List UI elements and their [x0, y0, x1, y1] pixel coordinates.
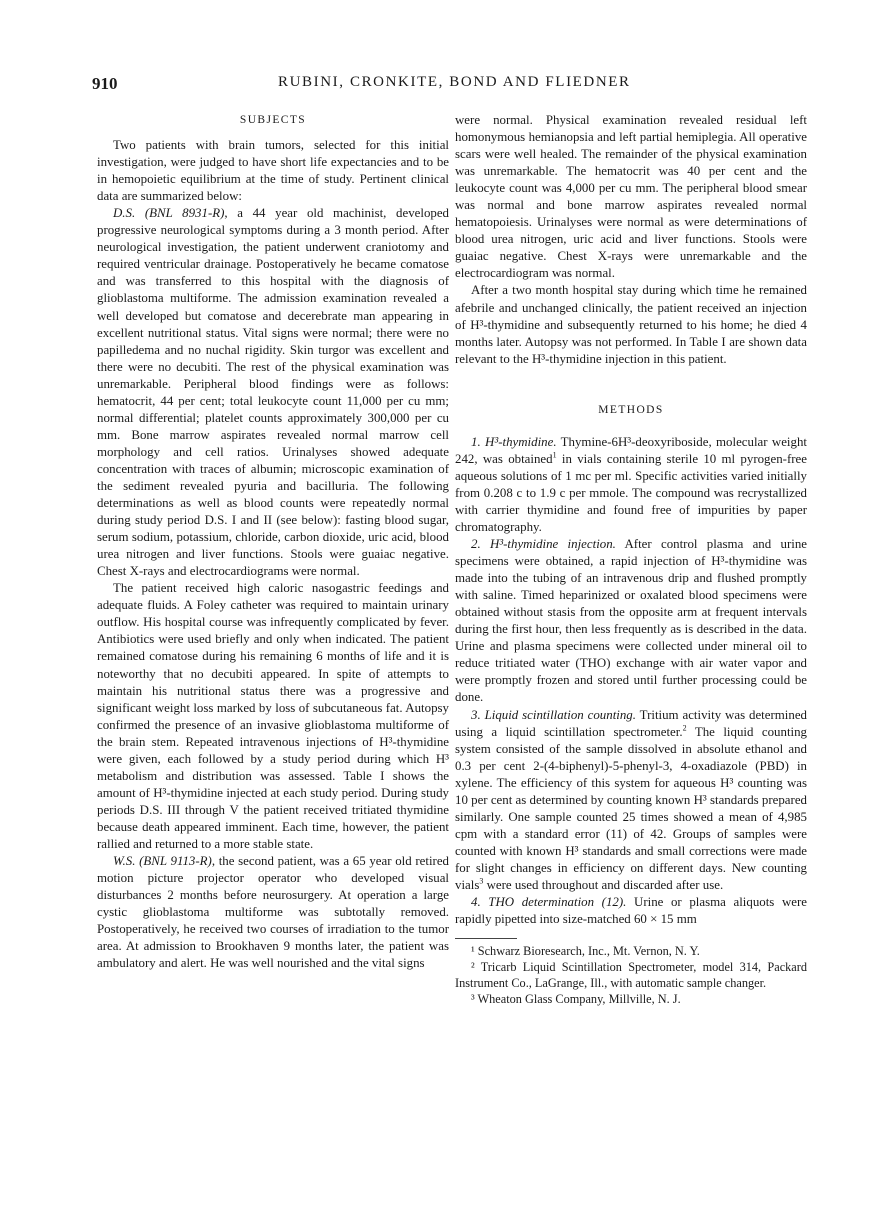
- methods-heading: METHODS: [598, 403, 664, 416]
- footnote-ref-1: 1: [552, 450, 557, 460]
- footnote-rule: [455, 938, 517, 939]
- patient-ds-course-paragraph: The patient received high caloric nasogastric feedings and adequate fluids. A Foley catheter was required to maintain urinary outflow. His hospital course was infrequently complicated by fever. Antibiotics were used briefly and only when indicated. The patient remained comatose during his remaining 6 months of life and it is noteworthy that no decubiti appeared. In spite of attempts to maintain his nutritional status there was a progressive and significant weight loss marked by loss of subcutaneous fat. Autopsy confirmed the presence of an invasive glioblastoma multiforme of the brain stem. Repeated intravenous injections of H³-thymidine were given, each followed by a study period during which H³ metabolism and distribution was assessed. Table I shows the amount of H³-thymidine injected at each study period. During study periods D.S. III through V the patient received tritiated thymidine because death appeared imminent. Each time, however, the patient rallied and returned to a more stable state.: [97, 581, 449, 851]
- method-3-paragraph: 3. Liquid scintillation counting. Tritium activity was determined using a liquid scintillation spectrometer.$^2$ The liquid counting system consisted of the sample dissolved in absolute ethanol and 0.3 per cent 2-(4-biphenyl)-5-phenyl-3, 4-oxadiazole (PBD) in xylene. The efficiency of this system for aqueous H³ counting was 10 per cent as determined by counting known H³ standards prepared similarly. One sample counted 25 times showed a mean of 4,985 cpm with a standard error (11) of 42. Groups of samples were counted with known H³ standards and small corrections were made for slight changes in efficiency on different days. New counting vials$^3$ were used throughout and discarded after use.: [455, 707, 807, 892]
- footnote-3: ³ Wheaton Glass Company, Millville, N. J.: [471, 992, 681, 1007]
- method-1-label: 1. H³-thymidine.: [471, 434, 557, 449]
- left-column: [97, 112, 449, 972]
- subjects-intro: Two patients with brain tumors, selected for this initial investigation, were judged to have short life expectancies and to be in hemopoietic equilibrium at the time of study. Pertinent clinical data are summarized below:: [97, 138, 449, 204]
- patient-ds-paragraph: D.S. (BNL 8931-R), a 44 year old machinist, developed progressive neurological symptoms during a 3 month period. After neurological investigation, the patient underwent craniotomy and required ventricular drainage. Postoperatively he became comatose and was transferred to this hospital with the diagnosis of glioblastoma multiforme. The admission examination revealed a well developed but comatose and decerebrate man appearing in excellent nutritional status. Vital signs were normal; there were no papilledema and no nuchal rigidity. Skin turgor was excellent and there were no decubiti. The rest of the physical examination was unremarkable. Peripheral blood findings were as follows: hematocrit, 44 per cent; total leukocyte count 11,000 per cu mm; normal differential; platelet counts approximately 300,000 per cu mm. Bone marrow aspirates revealed normal marrow cell morphology and cell ratios. Urinalyses showed adequate concentration with traces of albumin; microscopic examination of the sediment revealed pyuria and bacilluria. The following determinations as well as blood counts were repeatedly normal during study period D.S. I and II (see below): fasting blood sugar, serum sodium, potassium, chloride, carbon dioxide, uric acid, blood urea nitrogen and liver functions. Stools were guaiac negative. Chest X-rays and electrocardiograms were normal.: [97, 206, 449, 579]
- method-4-paragraph: 4. THO determination (12). Urine or plasma aliquots were rapidly pipetted into size-matched 60 × 15 mm: [455, 895, 807, 927]
- method-3-label: 3. Liquid scintillation counting.: [471, 707, 636, 722]
- method-4-label: 4. THO determination (12).: [471, 895, 627, 910]
- footnote-ref-3: 3: [479, 876, 484, 886]
- patient-ws-continued: were normal. Physical examination revealed residual left homonymous hemianopsia and left partial hemiplegia. All operative scars were well healed. The remainder of the physical examination was unremarkable. The hematocrit was 40 per cent and the leukocyte count was 4,000 per cu mm. The peripheral blood smear was normal and bone marrow aspirates revealed normal hematopoiesis. Urinalyses were normal as were determinations of blood urea nitrogen, uric acid and liver functions. Stools were guaiac negative. Chest X-rays were unremarkable and the electrocardiogram was normal.: [455, 113, 807, 281]
- right-column: [455, 112, 807, 1007]
- patient-ws-course-paragraph: After a two month hospital stay during which time he remained afebrile and unchanged clinically, the patient received an injection of H³-thymidine and subsequently returned to his home; he died 4 months later. Autopsy was not performed. In Table I are shown data relevant to the H³-thymidine injection in this patient.: [455, 283, 807, 366]
- patient-ws-label: W.S. (BNL 9113-R): [113, 854, 212, 869]
- running-title: RUBINI, CRONKITE, BOND AND FLIEDNER: [278, 74, 631, 90]
- subjects-heading: SUBJECTS: [239, 114, 307, 126]
- method-2-label: 2. H³-thymidine injection.: [471, 537, 616, 552]
- method-1-paragraph: 1. H³-thymidine. Thymine-6H³-deoxyriboside, molecular weight 242, was obtained$^1$ in vials containing sterile 10 ml pyrogen-free aqueous solutions of 1 mc per ml. Specific activities varied initially from 0.208 c to 1.9 c per mmole. The compound was recrystallized with carrier thymidine and found free of impurities by paper chromatography.: [455, 434, 807, 534]
- footnote-ref-2: 2: [682, 723, 687, 733]
- footnote-2: ² Tricarb Liquid Scintillation Spectrometer, model 314, Packard Instrument Co., LaGrange, Ill., with automatic sample changer.: [455, 960, 807, 991]
- patient-ws-paragraph: W.S. (BNL 9113-R), the second patient, was a 65 year old retired motion picture projector operator who developed visual disturbances 2 months before neurosurgery. At operation a large cystic glioblastoma multiforme was subtotally removed. Postoperatively, he received two courses of irradiation to the tumor area. At admission to Brookhaven 9 months later, the patient was ambulatory and alert. He was well nourished and the vital signs: [97, 854, 449, 971]
- footnote-1: ¹ Schwarz Bioresearch, Inc., Mt. Vernon, N. Y.: [471, 944, 700, 959]
- patient-ds-label: D.S. (BNL 8931-R): [113, 206, 225, 221]
- page-header: [92, 74, 812, 96]
- method-2-paragraph: 2. H³-thymidine injection. After control plasma and urine specimens were obtained, a rapid injection of H³-thymidine was made into the tubing of an intravenous drip and flushed promptly with saline. Timed heparinized or oxalated blood specimens were obtained without stasis from the opposite arm at frequent intervals during the first hour, then less frequently as is described in the data. Urine and plasma specimens were collected under mineral oil to reduce tritiated water (THO) exchange with air water vapor and were promptly frozen and stored until further processing could be done.: [455, 537, 807, 705]
- page-number: 910: [92, 74, 118, 93]
